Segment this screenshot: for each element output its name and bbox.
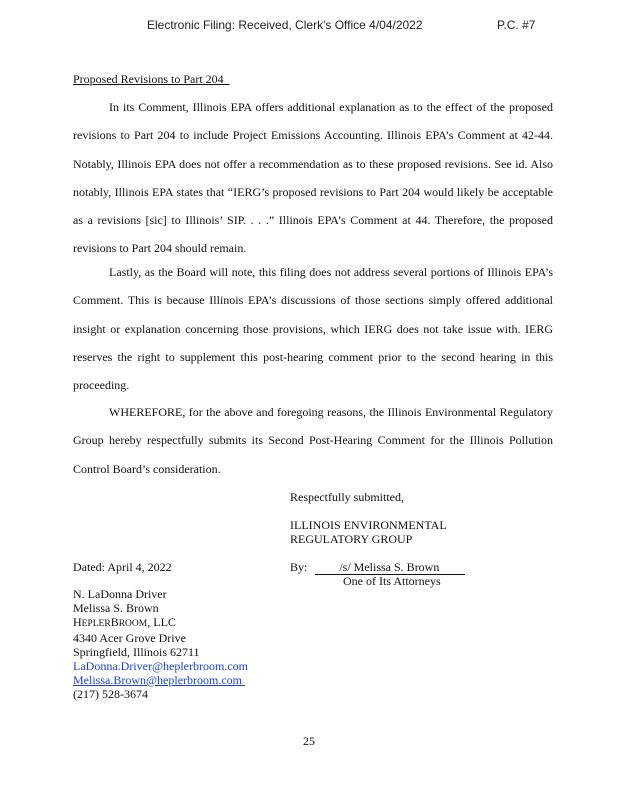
section-title: Proposed Revisions to Part 204 [73,72,230,86]
pc-number: P.C. #7 [497,18,536,32]
body-paragraph-2: Lastly, as the Board will note, this filing does not address several portions of Illinois EPA’s Comment. This is because Illinois EPA’s discussions of those sections simply offered additional insight or explanation concerning those provisions, which IERG does not take issue with. IERG reserves the right to supplement this post-hearing comment prior to the second hearing in this proceeding. [73,265,553,393]
org-name-line2: REGULATORY GROUP [290,532,413,546]
email-link-brown[interactable]: Melissa.Brown@heplerbroom.com [73,673,246,687]
closing-text: Respectfully submitted, [290,490,404,504]
signer-role: One of Its Attorneys [343,574,441,588]
phone-number: (217) 528-3674 [73,687,148,701]
attorney-name-1: N. LaDonna Driver [73,587,167,601]
org-name-line1: ILLINOIS ENVIRONMENTAL [290,518,447,532]
firm-name: HEPLERBROOM, LLC [73,615,176,629]
page-number: 25 [303,734,315,748]
by-label: By: [290,560,308,574]
street-address: 4340 Acer Grove Drive [73,631,186,645]
body-paragraph-1: In its Comment, Illinois EPA offers additional explanation as to the effect of the proposed revisions to Part 204 to include Project Emissions Accounting. Illinois EPA’s Comment at 42-44. Notably, Illinois EPA does not offer a recommendation as to these proposed revisions. See id. Also notably, Illinois EPA states that “IERG’s proposed revisions to Part 204 would likely be acceptable as a revisions [sic] to Illinois’ SIP. . . .” Illinois EPA’s Comment at 44. Therefore, the proposed revisions to Part 204 should remain. [73,100,553,256]
body-paragraph-3: WHEREFORE, for the above and foregoing reasons, the Illinois Environmental Regulatory Group hereby respectfully submits its Second Post-Hearing Comment for the Illinois Pollution Control Board’s consideration. [73,405,553,476]
signature-line [290,560,465,575]
signer-name: /s/ Melissa S. Brown [315,561,465,575]
email-link-driver[interactable]: LaDonna.Driver@heplerbroom.com [73,659,248,673]
attorney-address-block [73,587,248,701]
attorney-name-2: Melissa S. Brown [73,601,159,615]
filing-stamp: Electronic Filing: Received, Clerk's Office 4/04/2022 [147,18,423,32]
dated-line: Dated: April 4, 2022 [73,560,172,574]
city-state-zip: Springfield, Illinois 62711 [73,645,200,659]
